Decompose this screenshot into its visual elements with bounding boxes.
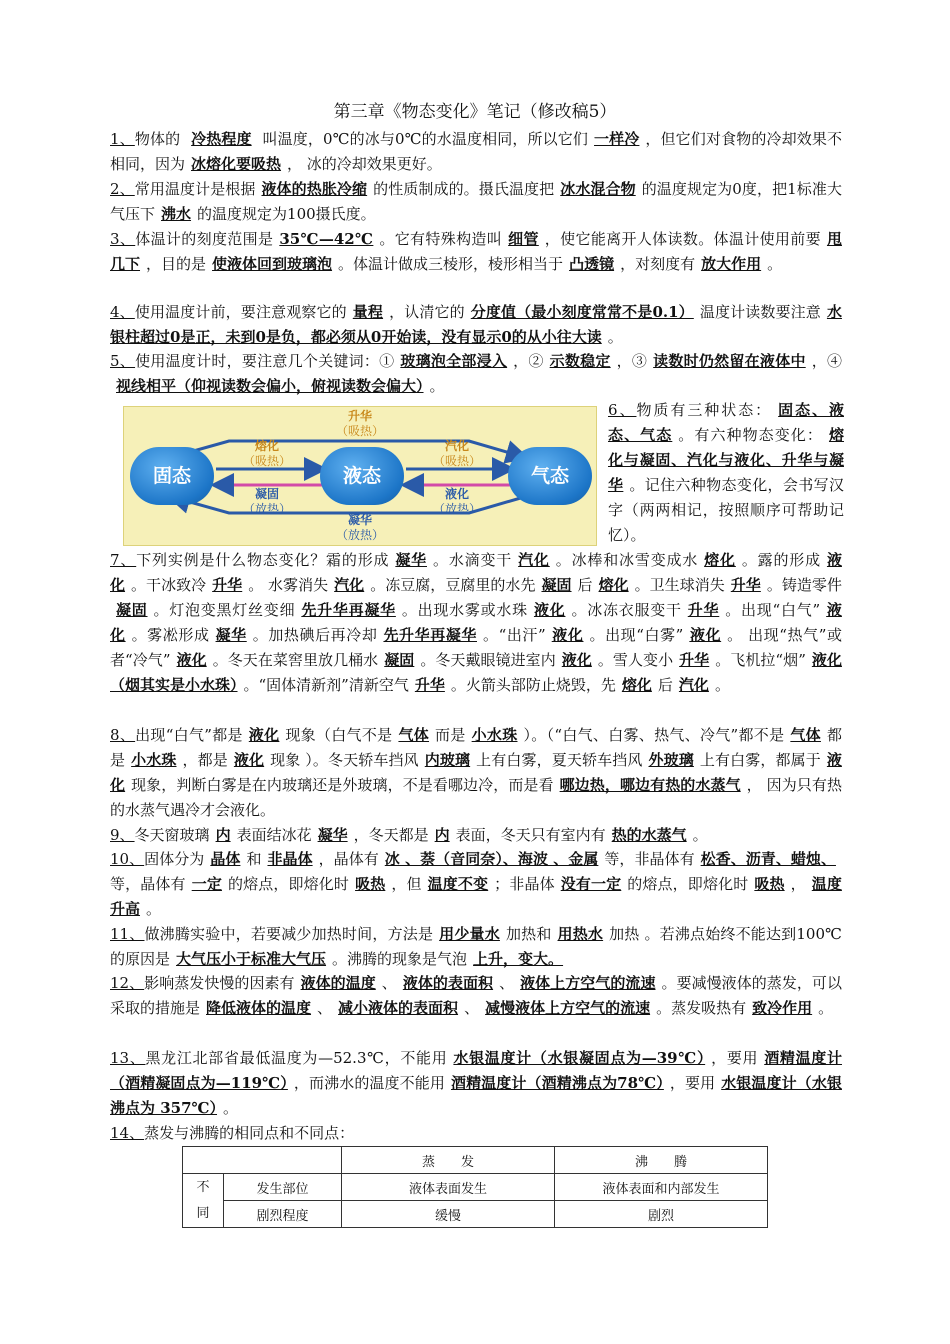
fill-in-answer: 冷热程度	[191, 130, 252, 148]
item-text: 蒸发与沸腾的相同点和不同点：	[144, 1124, 355, 1142]
item-text: 。 水雾消失	[248, 576, 329, 594]
fill-in-answer: 水银温度计（水银凝固点为—39℃）	[453, 1049, 706, 1067]
fill-in-answer: 凝固	[384, 651, 415, 669]
fill-in-answer: 沸水	[161, 205, 192, 223]
fill-in-answer: 大气压小于标准大气压	[176, 950, 327, 968]
fill-in-answer: 液化（烟其实是小水珠）	[110, 651, 842, 694]
fill-in-answer: 酒精温度计（酒精凝固点为—119℃）	[110, 1049, 842, 1092]
item-text: 。蒸发吸热有	[656, 999, 747, 1017]
fill-in-answer: 吸热	[355, 875, 386, 893]
fill-in-answer: 致冷作用	[752, 999, 813, 1017]
item-text: 。冰冻衣服变干	[571, 601, 682, 619]
item-text: 。 出现“热气”或者“冷气”	[110, 626, 842, 669]
fill-in-answer: 先升华再凝华	[383, 626, 477, 644]
side-char-2: 同	[196, 1205, 210, 1221]
note-item-9	[110, 823, 842, 848]
liquid-node: 液态	[320, 447, 404, 505]
fill-in-answer: 降低液体的温度	[206, 999, 312, 1017]
fill-in-answer: 内玻璃	[424, 751, 471, 769]
item-number: 10、	[110, 850, 145, 868]
fill-in-answer: 气体	[398, 726, 430, 744]
item-text: 。它有特殊构造叫	[379, 230, 503, 248]
item-text: 都是	[110, 726, 842, 769]
item-text: 。飞机拉“烟”	[715, 651, 806, 669]
fill-in-answer: 液化	[110, 601, 842, 644]
solid-node: 固态	[130, 447, 214, 505]
fill-in-answer: 液化	[110, 751, 842, 794]
fill-in-answer: 非晶体	[267, 850, 313, 868]
item-text: 冬天窗玻璃	[134, 826, 210, 844]
fill-in-answer: 内	[215, 826, 231, 844]
item-text: 。雾凇形成	[131, 626, 210, 644]
item-number: 4、	[110, 303, 135, 321]
page-title: 第三章《物态变化》笔记（修改稿5）	[333, 102, 617, 122]
table-corner-cell	[183, 1147, 342, 1174]
note-item-7	[110, 548, 842, 698]
table-header-evaporation: 蒸 发	[342, 1147, 555, 1174]
fill-in-answer: 凝华	[317, 826, 348, 844]
item-text: 做沸腾实验中，若要减少加热时间，方法是	[144, 925, 434, 943]
fill-in-answer: 液化	[248, 726, 280, 744]
item-text: 。	[146, 900, 162, 918]
item-text: 和	[246, 850, 262, 868]
item-text: ，晶体有	[318, 850, 379, 868]
item-text: 使用温度计前，要注意观察它的	[134, 303, 347, 321]
side-char-1: 不	[196, 1179, 210, 1195]
label-condensation: 液化 （放热）	[432, 487, 481, 516]
fill-in-answer: 熔化	[704, 551, 736, 569]
label-sublimation: 升华 （吸热）	[335, 409, 384, 438]
item-text: 。	[223, 1099, 239, 1117]
table-side-label	[183, 1174, 224, 1228]
item-text: 。“固体清新剂”清新空气	[243, 676, 409, 694]
fill-in-answer: 液化	[110, 551, 842, 594]
table-cell-evap: 液体表面发生	[342, 1174, 555, 1201]
item-text: 体温计的刻度范围是	[135, 230, 274, 248]
note-item-3	[110, 227, 842, 277]
item-text: ，而沸水的温度不能用	[293, 1074, 445, 1092]
item-text: 现象，判断白雾是在内玻璃还是外玻璃，不是看哪边冷，而是看	[131, 776, 554, 794]
item-text: 。	[767, 255, 783, 273]
fill-in-answer: 读数时仍然留在液体中	[653, 352, 806, 370]
item-text: 物质有三种状态：	[636, 401, 773, 419]
fill-in-answer: 液化	[533, 601, 566, 619]
fill-in-answer: 一样冷	[594, 130, 640, 148]
fill-in-answer: 升华	[730, 576, 761, 594]
fill-in-answer: 35℃—42℃	[279, 230, 374, 248]
item-text: 。加热碘后再冷却	[252, 626, 378, 644]
state-change-diagram	[123, 406, 597, 546]
item-text: ，都是	[182, 751, 228, 769]
label-melting: 熔化 （吸热）	[242, 439, 291, 468]
fill-in-answer: 液化	[689, 626, 722, 644]
fill-in-answer: 细管	[508, 230, 539, 248]
item-text: 。出现水雾或水珠	[401, 601, 528, 619]
item-text: ，但	[391, 875, 422, 893]
table-cell-boil: 液体表面和内部发生	[555, 1174, 768, 1201]
item-number: 8、	[110, 726, 136, 744]
table-cell-boil: 剧烈	[555, 1201, 768, 1228]
item-text: 的温度规定为100摄氏度。	[197, 205, 376, 223]
fill-in-answer: 用热水	[557, 925, 604, 943]
item-text: 表面，冬天只有室内有	[455, 826, 606, 844]
item-text: 叫温度，0℃的冰与0℃的水温度相同，所以它们	[257, 130, 589, 148]
note-item-6	[608, 398, 844, 548]
fill-in-answer: 使液体回到玻璃泡	[212, 255, 333, 273]
item-text: 固体分为	[144, 850, 205, 868]
item-text: ，使它能离开人体读数。体温计使用前要	[544, 230, 821, 248]
fill-in-answer: 松香、沥青、蜡烛、	[700, 850, 836, 868]
item-text: 。水滴变干	[433, 551, 513, 569]
item-number: 11、	[110, 925, 145, 943]
item-text: 温度计读数要注意	[699, 303, 821, 321]
fill-in-answer: 分度值（最小刻度常常不是0.1）	[470, 303, 694, 321]
fill-in-answer: 酒精温度计（酒精沸点为78℃）	[450, 1074, 664, 1092]
item-text: 。沸腾的现象是气泡	[332, 950, 468, 968]
item-text: 。	[429, 377, 445, 395]
item-text: ，④	[811, 352, 842, 370]
item-text: 后	[577, 576, 593, 594]
fill-in-answer: 量程	[352, 303, 384, 321]
item-text: 。冬天戴眼镜进室内	[420, 651, 556, 669]
item-text: 影响蒸发快慢的因素有	[144, 974, 295, 992]
note-item-1	[110, 127, 842, 177]
fill-in-answer: 凝固	[116, 601, 148, 619]
note-item-5	[110, 349, 842, 399]
note-item-8	[110, 723, 842, 823]
item-text: 物体的	[134, 130, 186, 148]
fill-in-answer: 示数稳定	[549, 352, 611, 370]
note-item-14	[110, 1121, 842, 1146]
label-freezing: 凝固 （放热）	[242, 487, 291, 516]
item-text: 。出现“白气”	[725, 601, 821, 619]
label-vaporization: 汽化 （吸热）	[432, 439, 481, 468]
item-text: ，但它们对食物的冷却效果不相同，因为	[110, 130, 842, 173]
item-text: 后	[657, 676, 673, 694]
fill-in-answer: 液体的表面积	[402, 974, 494, 992]
fill-in-answer: 液化	[561, 651, 592, 669]
fill-in-answer: 热的水蒸气	[611, 826, 687, 844]
item-text: ，②	[513, 352, 544, 370]
fill-in-answer: 升华	[212, 576, 243, 594]
fill-in-answer: 液化	[176, 651, 207, 669]
item-text: ，	[790, 875, 806, 893]
item-text: ，要用	[711, 1049, 759, 1067]
item-text: ， 因为只有热的水蒸气遇冷才会液化。	[110, 776, 842, 819]
item-text: 现象（白气不是	[285, 726, 393, 744]
item-number: 12、	[110, 974, 145, 992]
fill-in-answer: 小水珠	[471, 726, 518, 744]
fill-in-answer: 水银柱超过0是正，未到0是负，都必须从0开始读，没有显示0的从小往大读	[110, 303, 842, 346]
item-text: ）。（“白气、白雾、热气、冷气”都不是	[523, 726, 785, 744]
item-text: 。铸造零件	[766, 576, 842, 594]
fill-in-answer: 放大作用	[701, 255, 762, 273]
item-text: 的熔点，即熔化时	[627, 875, 749, 893]
table-row	[183, 1201, 768, 1228]
item-number: 13、	[110, 1049, 146, 1067]
fill-in-answer: 一定	[191, 875, 222, 893]
item-text: 。有六种物态变化：	[678, 426, 823, 444]
table-row	[183, 1174, 768, 1201]
item-text: 。	[607, 328, 623, 346]
item-text: 黑龙江北部省最低温度为—52.3℃，不能用	[145, 1049, 448, 1067]
item-text: 加热 。若沸点始终不能达到100℃的原因是	[110, 925, 842, 968]
item-number: 6、	[608, 401, 637, 419]
item-text: ，③	[616, 352, 648, 370]
fill-in-answer: 甩几下	[110, 230, 842, 273]
label-deposition: 凝华 （放热）	[335, 513, 384, 542]
fill-in-answer: 升华	[679, 651, 710, 669]
item-number: 7、	[110, 551, 137, 569]
fill-in-answer: 用少量水	[439, 925, 500, 943]
fill-in-answer: 凸透镜	[569, 255, 615, 273]
fill-in-answer: 视线相平（仰视读数会偏小，俯视读数会偏大）	[116, 377, 424, 395]
fill-in-answer: 液体的温度	[300, 974, 376, 992]
note-item-11	[110, 922, 842, 972]
fill-in-answer: 没有一定	[560, 875, 622, 893]
item-text: 。“出汗”	[483, 626, 546, 644]
fill-in-answer: 晶体	[210, 850, 241, 868]
table-header-boiling: 沸 腾	[555, 1147, 768, 1174]
fill-in-answer: 小水珠	[131, 751, 177, 769]
fill-in-answer: 上升，变大。	[473, 950, 564, 968]
item-text: 。火箭头部防止烧毁，先	[450, 676, 616, 694]
note-item-2	[110, 177, 842, 227]
evaporation-boiling-table	[182, 1146, 768, 1228]
fill-in-answer: 气体	[790, 726, 821, 744]
item-text: 。冰棒和冰雪变成水	[555, 551, 699, 569]
item-number: 2、	[110, 180, 135, 198]
fill-in-answer: 先升华再凝华	[301, 601, 396, 619]
item-number: 3、	[110, 230, 136, 248]
item-text: 。灯泡变黑灯丝变细	[153, 601, 296, 619]
fill-in-answer: 内	[434, 826, 450, 844]
fill-in-answer: 减慢液体上方空气的流速	[485, 999, 651, 1017]
fill-in-answer: 吸热	[754, 875, 785, 893]
item-text: 。雪人变小	[597, 651, 674, 669]
gas-node: 气态	[508, 447, 592, 505]
item-text: 。干冰致冷	[131, 576, 207, 594]
item-text: ；非晶体	[494, 875, 555, 893]
item-text: 。	[714, 676, 730, 694]
fill-in-answer: 熔化	[621, 676, 652, 694]
note-item-4	[110, 300, 842, 350]
item-text: 使用温度计时，要注意几个关键词：①	[135, 352, 395, 370]
fill-in-answer: 冰 、萘（音同奈）、海波 、金属	[384, 850, 599, 868]
fill-in-answer: 凝华	[395, 551, 427, 569]
item-text: 。冬天在菜窖里放几桶水	[212, 651, 379, 669]
fill-in-answer: 固态、液态、气态	[608, 401, 844, 444]
fill-in-answer: 温度不变	[427, 875, 489, 893]
item-text: 。冻豆腐，豆腐里的水先	[370, 576, 536, 594]
fill-in-answer: 熔化与凝固、汽化与液化、升华与凝华	[608, 426, 844, 494]
note-item-10	[110, 847, 842, 922]
item-text: 。	[692, 826, 708, 844]
item-text: 的温度规定为0度，把1标准大气压下	[110, 180, 842, 223]
item-text: 而是	[435, 726, 466, 744]
item-text: 。体温计做成三棱形，棱形相当于	[338, 255, 564, 273]
fill-in-answer: 汽化	[678, 676, 709, 694]
item-text: ，对刻度有	[620, 255, 696, 273]
fill-in-answer: 液体上方空气的流速	[520, 974, 656, 992]
item-number: 14、	[110, 1124, 145, 1142]
item-number: 5、	[110, 352, 136, 370]
table-row-label: 剧烈程度	[224, 1201, 342, 1228]
item-text: 。要减慢液体的蒸发，可以采取的措施是	[110, 974, 842, 1017]
fill-in-answer: 汽化	[334, 576, 365, 594]
fill-in-answer: 温度升高	[110, 875, 842, 918]
note-item-12	[110, 971, 842, 1021]
note-item-13	[110, 1046, 842, 1121]
fill-in-answer: 熔化	[598, 576, 629, 594]
item-text: ，要用	[669, 1074, 716, 1092]
item-text: 上有白雾，夏天轿车挡风	[476, 751, 643, 769]
item-text: 的性质制成的。摄氏温度把	[373, 180, 555, 198]
item-text: 等，非晶体有	[604, 850, 695, 868]
fill-in-answer: 冰水混合物	[560, 180, 636, 198]
fill-in-answer: 冰熔化要吸热	[191, 155, 282, 173]
item-text: 加热和	[505, 925, 552, 943]
item-text: 、	[464, 999, 480, 1017]
item-text: 。露的形成	[741, 551, 821, 569]
item-number: 9、	[110, 826, 135, 844]
fill-in-answer: 液化	[233, 751, 265, 769]
item-text: 。卫生球消失	[634, 576, 725, 594]
table-cell-evap: 缓慢	[342, 1201, 555, 1228]
fill-in-answer: 凝固	[541, 576, 572, 594]
table-row-label: 发生部位	[224, 1174, 342, 1201]
item-text: 现象 ）。冬天轿车挡风	[270, 751, 419, 769]
item-text: 表面结冰花	[236, 826, 312, 844]
item-text: 的熔点，即熔化时	[227, 875, 350, 893]
item-text: ，冬天都是	[353, 826, 429, 844]
item-text: 常用温度计是根据	[134, 180, 256, 198]
item-text: 、	[317, 999, 333, 1017]
item-text: 。记住六种物态变化，会书写汉字（两两相记，按照顺序可帮助记忆）。	[608, 476, 844, 544]
fill-in-answer: 液化	[551, 626, 584, 644]
item-text: ，认清它的	[389, 303, 465, 321]
item-text: ， 冰的冷却效果更好。	[287, 155, 442, 173]
item-text: 出现“白气”都是	[135, 726, 243, 744]
fill-in-answer: 外玻璃	[648, 751, 694, 769]
fill-in-answer: 凝华	[215, 626, 247, 644]
item-text: 上有白雾，都属于	[699, 751, 821, 769]
item-text: ，目的是	[146, 255, 207, 273]
fill-in-answer: 升华	[414, 676, 445, 694]
fill-in-answer: 减小液体的表面积	[338, 999, 459, 1017]
item-text: 下列实例是什么物态变化？霜的形成	[136, 551, 390, 569]
fill-in-answer: 升华	[687, 601, 720, 619]
fill-in-answer: 汽化	[518, 551, 550, 569]
item-text: 。	[818, 999, 834, 1017]
fill-in-answer: 液体的热胀冷缩	[261, 180, 368, 198]
item-text: 等，晶体有	[110, 875, 186, 893]
fill-in-answer: 玻璃泡全部浸入	[400, 352, 508, 370]
fill-in-answer: 水银温度计（水银沸点为 357℃）	[110, 1074, 842, 1117]
item-text: 、	[381, 974, 397, 992]
table-header-row	[183, 1147, 768, 1174]
item-text: 。出现“白雾”	[589, 626, 684, 644]
item-text: 、	[499, 974, 515, 992]
item-number: 1、	[110, 130, 135, 148]
fill-in-answer: 哪边热，哪边有热的水蒸气	[559, 776, 741, 794]
